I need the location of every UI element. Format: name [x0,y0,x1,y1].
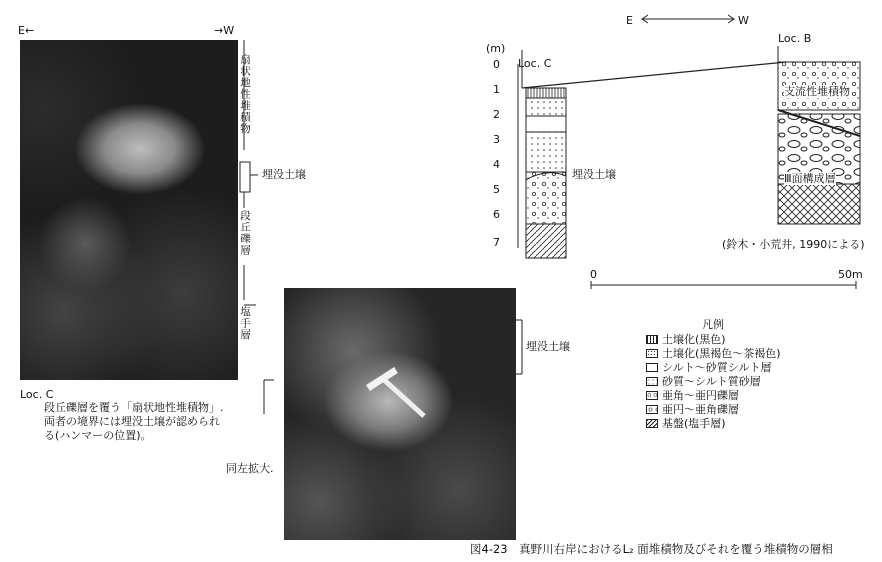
label-buried-soil-left: 埋没土壌 [262,168,306,181]
photo-outcrop-overview [20,40,238,380]
legend-swatch-5 [646,391,658,400]
legend-item-6: 亜円～亜角礫層 [646,403,739,416]
depth-unit: (m) [486,42,506,55]
loc-b-label: Loc. B [778,32,812,45]
legend-item-7: 基盤(塩手層) [646,417,726,430]
depth-tick-4: 4 [493,158,500,171]
photo-outcrop-closeup [284,288,516,540]
depth-tick-7: 7 [493,236,500,249]
label-buried-soil-closeup: 埋没土壌 [526,340,570,353]
legend-item-3: シルト～砂質シルト層 [646,361,771,374]
legend-swatch-1 [646,335,658,344]
caption-line-2: 両者の境界には埋没土壌が認められ [44,415,220,428]
label-fan-deposit: 扇状地性堆積物 [239,54,251,135]
legend-item-2: 土壌化(黒褐色～茶褐色) [646,347,781,360]
direction-w-right: W [738,14,749,27]
depth-tick-2: 2 [493,108,500,121]
depth-tick-6: 6 [493,208,500,221]
legend-swatch-4 [646,377,658,386]
closeup-bracket [514,318,526,378]
caption-enlarged: 同左拡大. [226,462,274,475]
legend-item-5: 亜角～亜円礫層 [646,389,739,402]
label-shiode: 塩手層 [239,306,251,341]
label-terrace-gravel: 段丘礫層 [239,210,251,256]
direction-e-left: E← [18,24,35,37]
caption-loc-c: Loc. C [20,388,54,401]
caption-line-1: 段丘礫層を覆う「扇状地性堆積物」. [44,401,224,414]
depth-tick-0: 0 [493,58,500,71]
direction-e-right: E [626,14,633,27]
loc-c-label: Loc. C [518,57,552,70]
cross-section-diagram [500,40,870,270]
legend-swatch-2 [646,349,658,358]
depth-tick-1: 1 [493,83,500,96]
figure-caption: 図4-23 真野川右岸におけるL₂ 面堆積物及びそれを覆う堆積物の層相 [470,542,833,556]
section-source: (鈴木・小荒井, 1990による) [722,238,865,251]
direction-arrow [640,12,736,26]
depth-tick-5: 5 [493,183,500,196]
section-buried-soil: 埋没土壌 [572,168,616,181]
hammer-icon [284,288,516,540]
depth-tick-3: 3 [493,133,500,146]
legend-title: 凡例 [702,318,724,331]
scale-bar [590,280,860,290]
legend-swatch-6 [646,405,658,414]
legend-swatch-7 [646,419,658,428]
scale-start: 0 [590,268,597,281]
direction-w-left: →W [214,24,235,37]
legend-swatch-3 [646,363,658,372]
section-label-b1: 支流性堆積物 [784,85,850,98]
section-label-b2: Ⅲ面構成層 [784,172,836,185]
scale-end: 50m [838,268,863,281]
legend [646,333,836,433]
legend-item-4: 砂質～シルト質砂層 [646,375,761,388]
caption-line-3: る(ハンマーの位置)。 [44,429,152,442]
legend-item-1: 土壌化(黒色) [646,333,726,346]
